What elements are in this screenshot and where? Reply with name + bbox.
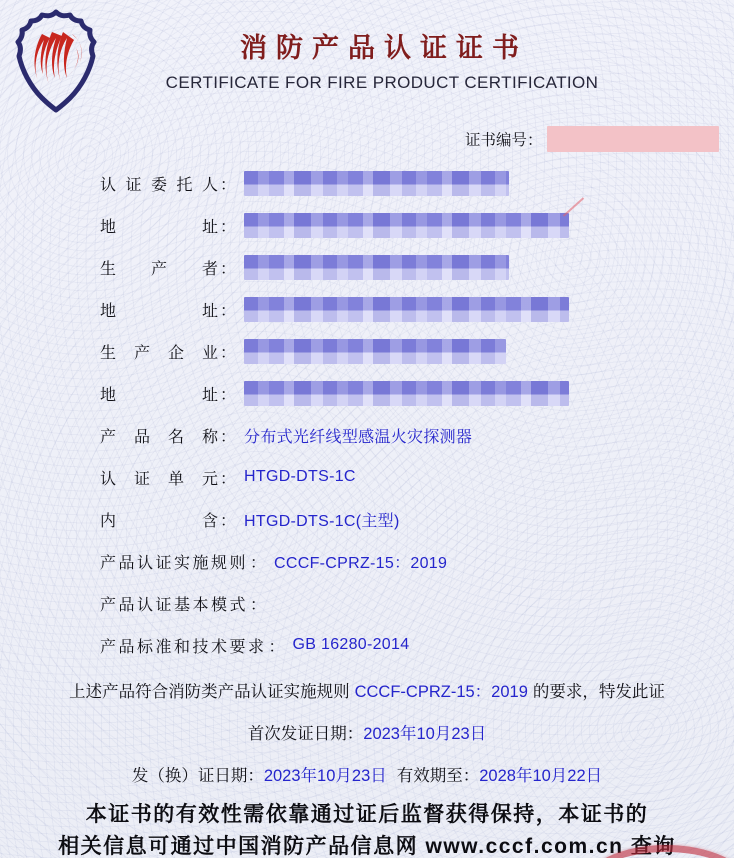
- conformity-statement: [0, 678, 734, 702]
- valid-until-date: 2028年10月22日: [479, 767, 603, 785]
- field-value: 分布式光纤线型感温火灾探测器: [244, 428, 473, 446]
- colon: ：: [220, 428, 237, 446]
- field-row: [100, 330, 718, 372]
- reissue-date-line: [0, 762, 734, 786]
- field-label: 认证委托人: [100, 176, 218, 194]
- colon: ：: [220, 302, 237, 320]
- field-label: 产品认证实施规则: [100, 554, 249, 572]
- first-issue-date: 2023年10月23日: [363, 725, 487, 743]
- field-label: 地址: [100, 302, 218, 320]
- field-row: [100, 540, 718, 582]
- fields-list: [100, 162, 718, 666]
- valid-until-label: 有效期至: [396, 767, 463, 785]
- colon: ：: [250, 596, 267, 614]
- field-row: [100, 162, 718, 204]
- colon: ：: [250, 554, 267, 572]
- field-label: 产品认证基本模式: [100, 596, 249, 614]
- reissue-date: 2023年10月23日: [263, 767, 387, 785]
- colon: ：: [220, 386, 237, 404]
- field-label: 认证单元: [100, 470, 218, 488]
- colon: ：: [346, 725, 364, 743]
- statement-suffix: 的要求，特发此证: [532, 683, 665, 701]
- field-value: HTGD-DTS-1C(主型): [244, 512, 400, 530]
- first-issue-label: 首次发证日期: [247, 725, 347, 743]
- redacted-value: [244, 171, 509, 196]
- statement-prefix: 上述产品符合消防类产品认证实施规则: [69, 683, 350, 701]
- field-row: [100, 456, 718, 498]
- field-label: 内含: [100, 512, 218, 530]
- redacted-value: [244, 339, 506, 364]
- redacted-value: [244, 255, 509, 280]
- colon: ：: [527, 132, 543, 149]
- colon: ：: [220, 176, 237, 194]
- colon: ：: [462, 767, 480, 785]
- field-row: [100, 498, 718, 540]
- colon: ：: [268, 638, 285, 656]
- field-value: CCCF-CPRZ-15：2019: [274, 554, 448, 572]
- redacted-value: [244, 381, 569, 406]
- field-value: HTGD-DTS-1C: [244, 468, 356, 485]
- footer-line-1: 本证书的有效性需依靠通过证后监督获得保持，本证书的: [85, 803, 649, 826]
- colon: ：: [220, 512, 237, 530]
- field-row: [100, 246, 718, 288]
- field-label: 生产者: [100, 260, 218, 278]
- statement-rule: CCCF-CPRZ-15：2019: [354, 683, 528, 701]
- field-row: [100, 372, 718, 414]
- certificate-subtitle-en: CERTIFICATE FOR FIRE PRODUCT CERTIFICATION: [165, 73, 599, 92]
- footer-site-label: 相关信息可通过中国消防产品信息网: [58, 835, 419, 858]
- certificate-number-redacted: [547, 126, 719, 152]
- redacted-value: [244, 297, 569, 322]
- field-value: GB 16280-2014: [292, 636, 410, 653]
- field-row: [100, 414, 718, 456]
- field-label: 生产企业: [100, 344, 218, 362]
- first-issue-date-line: [0, 720, 734, 744]
- certificate-number-row: [465, 126, 719, 152]
- colon: ：: [247, 767, 264, 785]
- colon: ：: [220, 260, 237, 278]
- field-label: 地址: [100, 386, 218, 404]
- redacted-value: [244, 213, 569, 238]
- field-label: 产品标准和技术要求: [100, 638, 267, 656]
- footer-query-label: 查询: [630, 835, 676, 858]
- field-row: [100, 288, 718, 330]
- certificate-title: 消防产品认证证书: [240, 33, 528, 63]
- field-row: [100, 582, 718, 624]
- footer-site-url: www.cccf.com.cn: [425, 835, 624, 858]
- colon: ：: [220, 218, 237, 236]
- colon: ：: [220, 470, 237, 488]
- reissue-label: 发（换）证日期: [131, 767, 248, 785]
- field-row: [100, 204, 718, 246]
- certificate-number-label: 证书编号: [465, 132, 528, 149]
- field-row: [100, 624, 718, 666]
- colon: ：: [220, 344, 237, 362]
- field-label: 地址: [100, 218, 218, 236]
- field-label: 产品名称: [100, 428, 218, 446]
